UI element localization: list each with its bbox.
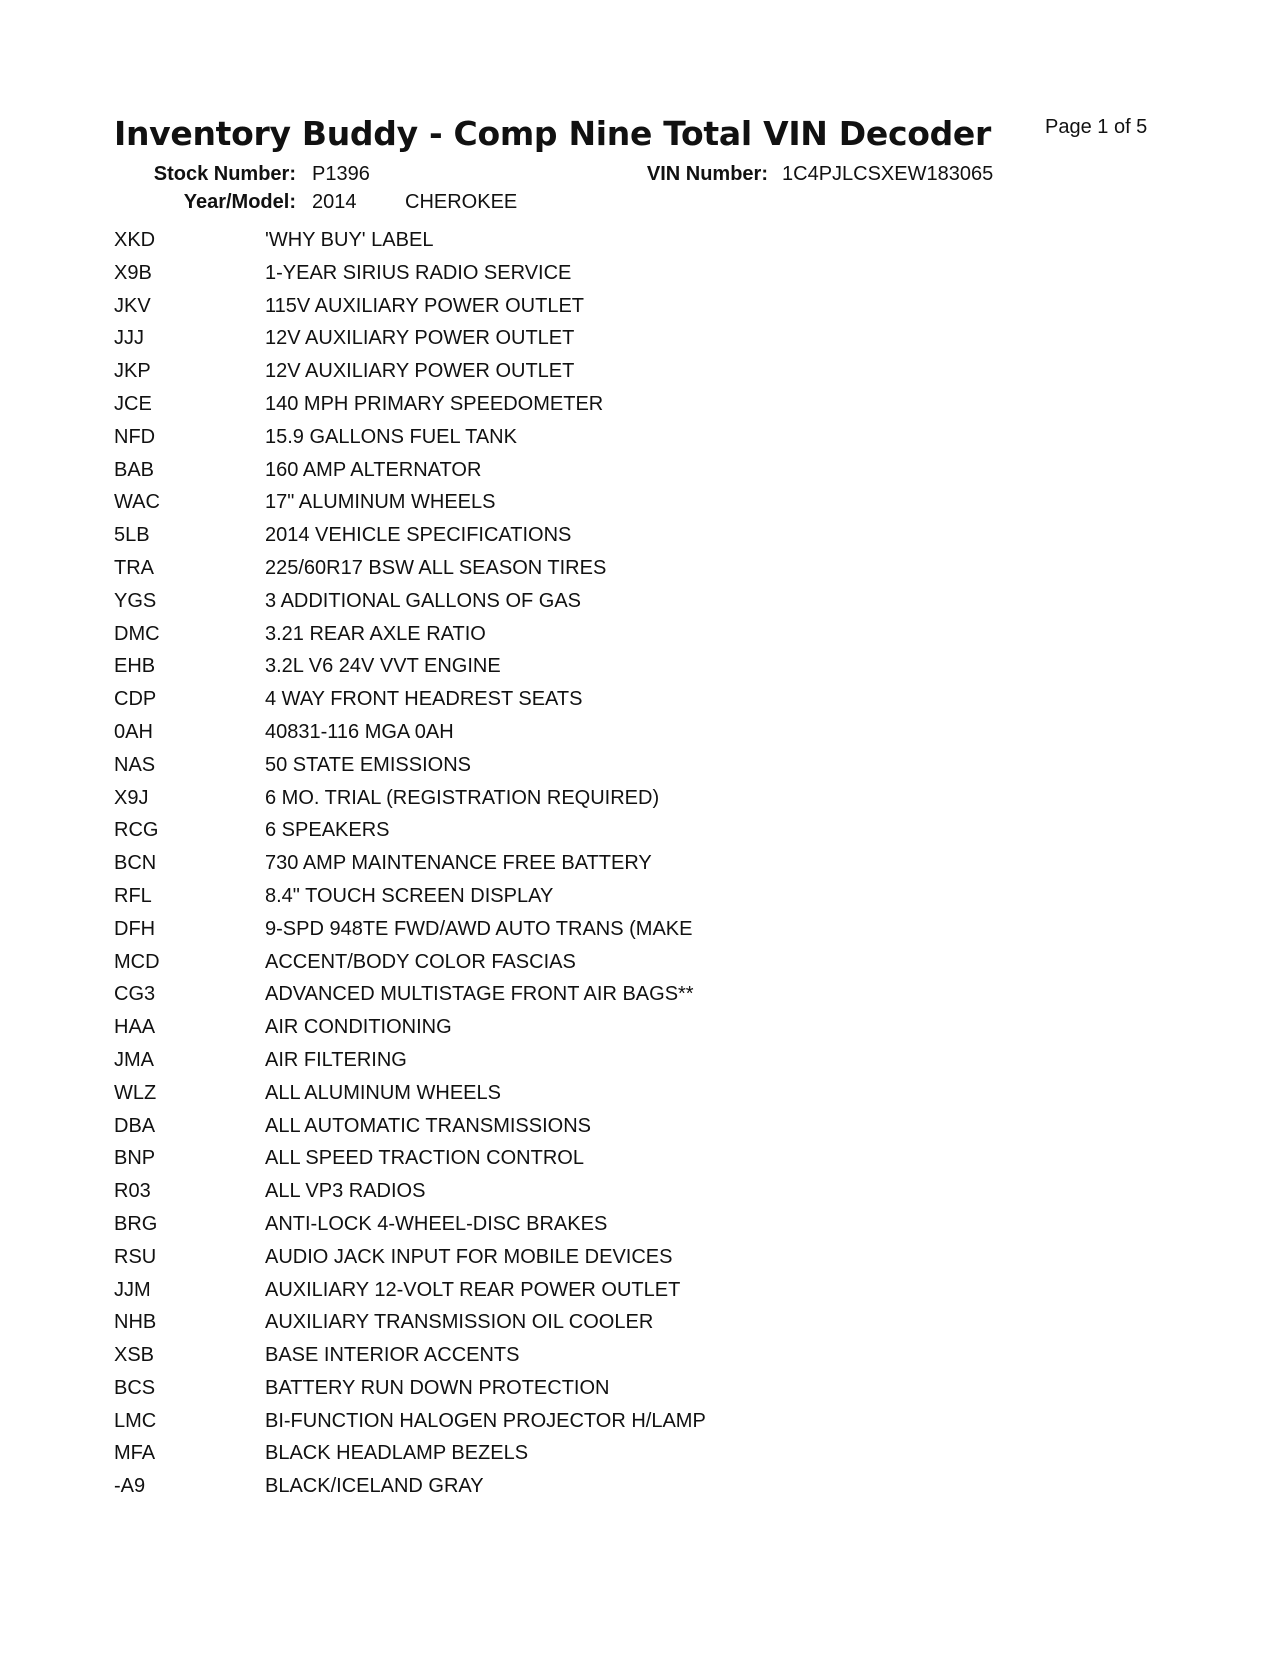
option-description: 9-SPD 948TE FWD/AWD AUTO TRANS (MAKE <box>265 917 693 940</box>
option-code: BNP <box>114 1147 156 1170</box>
option-code: DFH <box>114 917 156 940</box>
option-code: -A9 <box>114 1475 146 1498</box>
vin-number-value: 1C4PJLCSXEW183065 <box>782 163 994 185</box>
option-description: BASE INTERIOR ACCENTS <box>265 1344 520 1367</box>
option-code: NHB <box>114 1311 157 1334</box>
page-title: Inventory Buddy - Comp Nine Total VIN Decoder <box>114 114 991 153</box>
option-row <box>114 556 1014 589</box>
option-row <box>114 1212 1014 1245</box>
option-row <box>114 1409 1014 1442</box>
option-description: 3 ADDITIONAL GALLONS OF GAS <box>265 589 582 612</box>
option-row <box>114 884 1014 917</box>
stock-number-label: Stock Number: <box>153 163 296 185</box>
option-description: AIR FILTERING <box>265 1048 407 1071</box>
option-description: 50 STATE EMISSIONS <box>265 753 471 776</box>
option-description: 225/60R17 BSW ALL SEASON TIRES <box>265 556 607 579</box>
option-row <box>114 1015 1014 1048</box>
option-row <box>114 589 1014 622</box>
option-code: NFD <box>114 425 156 448</box>
option-description: ALL ALUMINUM WHEELS <box>265 1081 501 1104</box>
option-code: 0AH <box>114 720 153 743</box>
option-row <box>114 1441 1014 1474</box>
option-description: 3.21 REAR AXLE RATIO <box>265 622 486 645</box>
option-code: XKD <box>114 229 156 251</box>
option-code: X9B <box>114 261 152 284</box>
option-description: ADVANCED MULTISTAGE FRONT AIR BAGS** <box>265 983 694 1006</box>
option-description: 2014 VEHICLE SPECIFICATIONS <box>265 524 572 547</box>
option-row <box>114 1245 1014 1278</box>
option-description: AUDIO JACK INPUT FOR MOBILE DEVICES <box>265 1245 673 1268</box>
option-description: ACCENT/BODY COLOR FASCIAS <box>265 950 576 973</box>
option-row <box>114 917 1014 950</box>
option-row <box>114 523 1014 556</box>
option-code: JKV <box>114 294 151 317</box>
option-code: JMA <box>114 1048 154 1071</box>
option-description: ALL SPEED TRACTION CONTROL <box>265 1147 584 1170</box>
option-row <box>114 359 1014 392</box>
option-code: NAS <box>114 753 156 776</box>
option-description: 730 AMP MAINTENANCE FREE BATTERY <box>265 852 652 875</box>
option-code: HAA <box>114 1016 156 1039</box>
option-row <box>114 1474 1014 1507</box>
option-row <box>114 1310 1014 1343</box>
option-code: 5LB <box>114 524 150 547</box>
option-code: TRA <box>114 556 154 579</box>
option-description: BLACK HEADLAMP BEZELS <box>265 1442 529 1465</box>
option-row <box>114 1179 1014 1212</box>
page-indicator: Page 1 of 5 <box>1045 116 1148 138</box>
option-description: 15.9 GALLONS FUEL TANK <box>265 425 517 448</box>
option-code: RFL <box>114 884 152 907</box>
option-description: 12V AUXILIARY POWER OUTLET <box>265 327 575 350</box>
option-code: RCG <box>114 819 159 842</box>
option-row <box>114 261 1014 294</box>
option-row <box>114 786 1014 819</box>
option-row <box>114 687 1014 720</box>
option-description: 8.4" TOUCH SCREEN DISPLAY <box>265 884 554 907</box>
option-description: AUXILIARY 12-VOLT REAR POWER OUTLET <box>265 1278 681 1301</box>
year-value: 2014 <box>312 191 357 213</box>
option-code: BAB <box>114 458 155 481</box>
option-row <box>114 720 1014 753</box>
option-description: ALL AUTOMATIC TRANSMISSIONS <box>265 1114 591 1137</box>
option-code: EHB <box>114 655 156 678</box>
option-description: 140 MPH PRIMARY SPEEDOMETER <box>265 392 604 415</box>
option-description: AUXILIARY TRANSMISSION OIL COOLER <box>265 1311 654 1334</box>
option-code: JCE <box>114 392 152 415</box>
option-code: BCS <box>114 1376 156 1399</box>
option-row <box>114 753 1014 786</box>
option-code: X9J <box>114 786 149 809</box>
option-row <box>114 1278 1014 1311</box>
option-row <box>114 294 1014 327</box>
option-row <box>114 654 1014 687</box>
vin-number-label: VIN Number: <box>646 163 768 185</box>
option-code: LMC <box>114 1409 157 1432</box>
option-description: 4 WAY FRONT HEADREST SEATS <box>265 688 583 711</box>
option-row <box>114 1048 1014 1081</box>
option-code: BCN <box>114 852 157 875</box>
option-code-list <box>114 228 1014 1507</box>
option-row <box>114 228 1014 261</box>
option-code: MCD <box>114 950 160 973</box>
option-description: 12V AUXILIARY POWER OUTLET <box>265 360 575 383</box>
option-row <box>114 326 1014 359</box>
option-row <box>114 392 1014 425</box>
option-description: 17" ALUMINUM WHEELS <box>265 491 496 514</box>
option-description: 'WHY BUY' LABEL <box>265 229 434 251</box>
option-code: DBA <box>114 1114 156 1137</box>
option-description: 115V AUXILIARY POWER OUTLET <box>265 294 585 317</box>
option-description: 1-YEAR SIRIUS RADIO SERVICE <box>265 261 572 284</box>
option-row <box>114 622 1014 655</box>
option-description: 40831-116 MGA 0AH <box>265 720 454 743</box>
option-row <box>114 425 1014 458</box>
option-row <box>114 458 1014 491</box>
option-code: R03 <box>114 1180 151 1203</box>
option-code: YGS <box>114 589 157 612</box>
option-code: JJJ <box>114 327 144 350</box>
model-value: CHEROKEE <box>405 191 518 213</box>
option-code: JJM <box>114 1278 151 1301</box>
option-row <box>114 1114 1014 1147</box>
option-description: 6 MO. TRIAL (REGISTRATION REQUIRED) <box>265 786 660 809</box>
option-code: BRG <box>114 1212 158 1235</box>
option-row <box>114 1146 1014 1179</box>
option-code: DMC <box>114 622 160 645</box>
option-description: AIR CONDITIONING <box>265 1016 452 1039</box>
option-description: ALL VP3 RADIOS <box>265 1180 426 1203</box>
option-code: CDP <box>114 688 157 711</box>
option-code: XSB <box>114 1344 155 1367</box>
option-description: BATTERY RUN DOWN PROTECTION <box>265 1376 610 1399</box>
option-row <box>114 982 1014 1015</box>
option-description: 6 SPEAKERS <box>265 819 390 842</box>
option-code: JKP <box>114 360 151 383</box>
option-code: RSU <box>114 1245 157 1268</box>
option-row <box>114 1081 1014 1114</box>
option-row <box>114 851 1014 884</box>
option-row <box>114 950 1014 983</box>
option-code: CG3 <box>114 983 156 1006</box>
option-description: BI-FUNCTION HALOGEN PROJECTOR H/LAMP <box>265 1409 706 1432</box>
option-code: WAC <box>114 491 160 514</box>
option-description: 3.2L V6 24V VVT ENGINE <box>265 655 501 678</box>
stock-number-value: P1396 <box>312 163 370 185</box>
option-code: WLZ <box>114 1081 157 1104</box>
option-row <box>114 1343 1014 1376</box>
option-code: MFA <box>114 1442 156 1465</box>
option-row <box>114 1376 1014 1409</box>
option-row <box>114 490 1014 523</box>
option-description: BLACK/ICELAND GRAY <box>265 1475 484 1498</box>
option-row <box>114 818 1014 851</box>
option-description: ANTI-LOCK 4-WHEEL-DISC BRAKES <box>265 1212 608 1235</box>
year-model-label: Year/Model: <box>183 191 296 213</box>
option-description: 160 AMP ALTERNATOR <box>265 458 482 481</box>
